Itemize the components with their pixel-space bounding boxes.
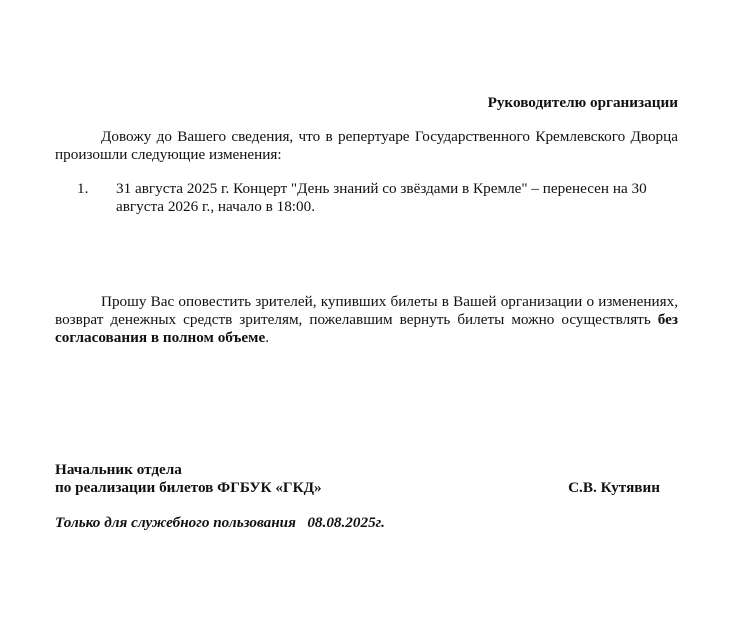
signer-title-line-2: по реализации билетов ФГБУК «ГКД»	[55, 479, 322, 496]
list-item-text: 31 августа 2025 г. Концерт "День знаний со звёздами в Кремле" – перенесен на 30 августа 2026 г., начало в 18:00.	[116, 180, 647, 215]
signer-name: С.В. Кутявин	[568, 479, 660, 496]
intro-paragraph	[55, 128, 678, 164]
signature-row	[55, 479, 660, 497]
list-item	[0, 180, 676, 216]
changes-list	[0, 180, 735, 216]
footnote-label: Только для служебного пользования	[55, 514, 296, 531]
signature-block	[55, 461, 660, 497]
footnote	[55, 514, 385, 532]
request-text: Прошу Вас оповестить зрителей, купивших билеты в Вашей организации о изменениях, возврат денежных средств зрителям, пожелавшим вернуть билеты можно осуществлять	[55, 293, 678, 328]
request-paragraph	[55, 293, 678, 347]
signer-title-line-1: Начальник отдела	[55, 461, 182, 478]
intro-text: Довожу до Вашего сведения, что в репертуаре Государственного Кремлевского Дворца произошли следующие изменения:	[55, 128, 678, 163]
request-end: .	[265, 329, 269, 346]
list-item-number: 1.	[77, 180, 89, 197]
recipient-heading: Руководителю организации	[487, 94, 678, 111]
request-emphasis: без согласования в полном объеме	[55, 311, 678, 346]
footnote-date: 08.08.2025г.	[307, 514, 385, 531]
